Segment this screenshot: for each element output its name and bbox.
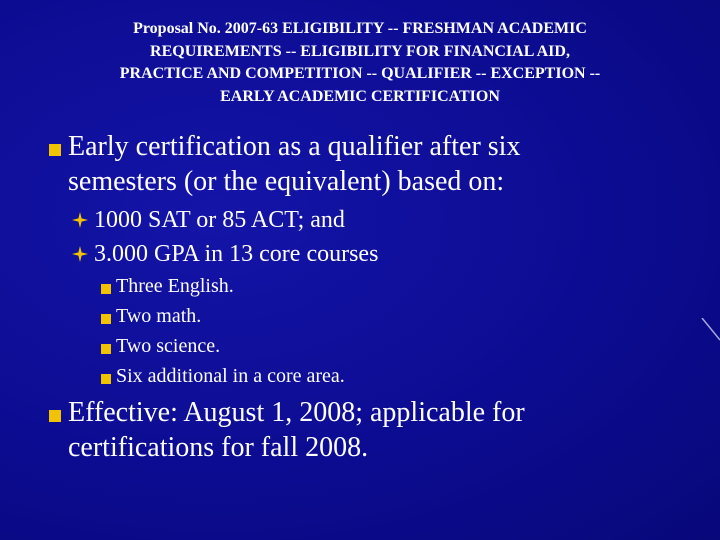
bullet-text-line-1: Early certification as a qualifier after six [68,131,521,162]
title-line-4: EARLY ACADEMIC CERTIFICATION [220,87,500,105]
bullet-effective-date [68,397,525,429]
slide-title [40,18,680,108]
sub-item-text: 3.000 GPA in 13 core courses [94,241,379,267]
title-line-3: PRACTICE AND COMPETITION -- QUALIFIER -- EXCEPTION -- [119,65,601,82]
course-additional [116,364,345,388]
bullet-text-line-1: Effective: August 1, 2008; applicable for [68,397,525,428]
course-text: Six additional in a core area. [116,365,345,387]
bullet-text-line-2: semesters (or the equivalent) based on: [68,166,505,197]
course-math [116,304,201,328]
course-science [116,334,220,358]
square-bullet-icon [101,374,111,384]
bullet-text-line-2: certifications for fall 2008. [68,432,369,463]
course-text: Two science. [116,335,221,357]
title-line-1: Proposal No. 2007-63 ELIGIBILITY -- FRESHMAN ACADEMIC [133,20,587,37]
sub-item-text: 1000 SAT or 85 ACT; and [94,207,345,233]
sub-item-sat-act [94,206,345,234]
square-bullet-icon [101,344,111,354]
square-bullet-icon [49,144,61,156]
star-bullet-icon [72,246,88,262]
decorative-line [700,318,720,342]
star-bullet-icon [72,212,88,228]
square-bullet-icon [49,410,61,422]
bullet-early-certification-cont [68,166,504,198]
course-english [116,274,234,298]
title-line-2: REQUIREMENTS -- ELIGIBILITY FOR FINANCIAL AID, [150,42,570,60]
bullet-effective-date-cont [68,432,368,464]
course-text: Three English. [116,275,234,297]
course-text: Two math. [116,305,202,327]
square-bullet-icon [101,284,111,294]
bullet-early-certification [68,131,520,163]
square-bullet-icon [101,314,111,324]
sub-item-gpa [94,240,378,268]
